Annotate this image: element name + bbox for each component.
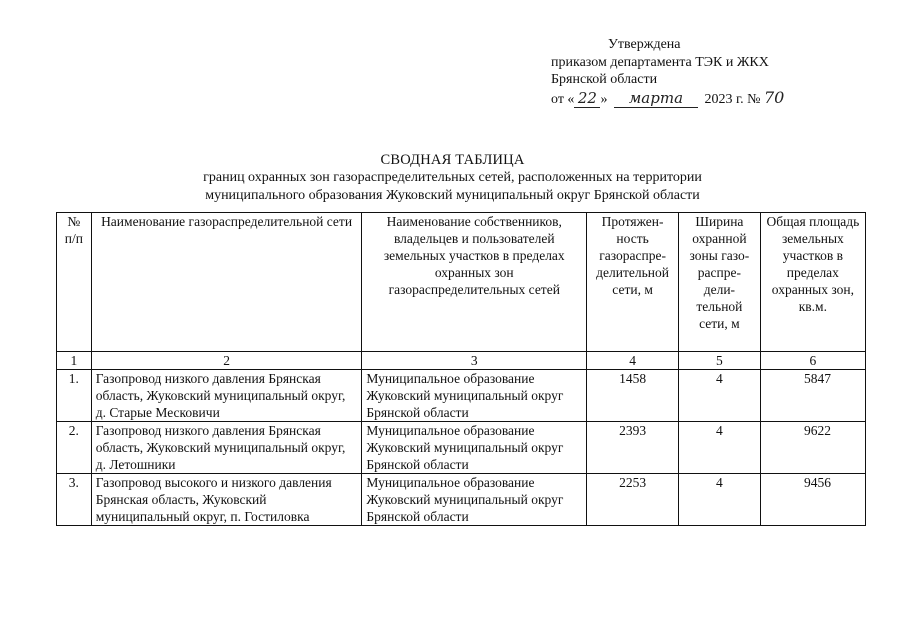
handwritten-day: 22 xyxy=(574,90,600,109)
header-network: Наименование газораспределительной сети xyxy=(91,213,362,352)
date-year: 2023 г. xyxy=(704,91,744,107)
date-prefix: от « xyxy=(551,91,575,107)
document-subtitle-2: муниципального образования Жуковский муниципальный округ Брянской области xyxy=(205,188,700,203)
approval-date-line xyxy=(551,89,784,109)
handwritten-month: марта xyxy=(614,90,698,109)
document-subtitle-1: границ охранных зон газораспределительных сетей, расположенных на территории xyxy=(203,170,702,185)
index-cell: 1 xyxy=(57,352,92,370)
zone-width: 4 xyxy=(679,370,761,422)
header-number: № п/п xyxy=(57,213,92,352)
row-number: 3. xyxy=(57,474,92,526)
row-number: 1. xyxy=(57,370,92,422)
handwritten-number: 70 xyxy=(763,87,785,107)
zone-width: 4 xyxy=(679,474,761,526)
document-title: СВОДНАЯ ТАБЛИЦА xyxy=(380,152,525,168)
owner-name: Муниципальное образование Жуковский муниципальный округ Брянской области xyxy=(362,422,587,474)
index-cell: 3 xyxy=(362,352,587,370)
owner-name: Муниципальное образование Жуковский муниципальный округ Брянской области xyxy=(362,474,587,526)
zone-area: 5847 xyxy=(760,370,865,422)
table-row xyxy=(57,370,866,422)
header-zone-width: Ширина охранной зоны газо-распре-дели-тельной сети, м xyxy=(679,213,761,352)
owner-name: Муниципальное образование Жуковский муниципальный округ Брянской области xyxy=(362,370,587,422)
zone-width: 4 xyxy=(679,422,761,474)
zone-area: 9622 xyxy=(760,422,865,474)
header-length: Протяжен-ность газораспре-делительной сети, м xyxy=(587,213,679,352)
table-row xyxy=(57,474,866,526)
network-name: Газопровод низкого давления Брянская область, Жуковский муниципальный округ, д. Летошники xyxy=(91,422,362,474)
table-index-row xyxy=(57,352,866,370)
table-row xyxy=(57,422,866,474)
date-mid: » xyxy=(600,91,608,107)
summary-table xyxy=(56,212,866,526)
table-header-row xyxy=(57,213,866,352)
network-length: 1458 xyxy=(587,370,679,422)
index-cell: 2 xyxy=(91,352,362,370)
network-length: 2253 xyxy=(587,474,679,526)
index-cell: 4 xyxy=(587,352,679,370)
zone-area: 9456 xyxy=(760,474,865,526)
network-name: Газопровод высокого и низкого давления Брянская область, Жуковский муниципальный округ, п. Гостиловка xyxy=(91,474,362,526)
approval-block xyxy=(551,36,784,108)
header-owners: Наименование собственников, владельцев и пользователей земельных участков в пределах охранных зон газораспределительных сетей xyxy=(362,213,587,352)
number-label: № xyxy=(747,91,761,107)
row-number: 2. xyxy=(57,422,92,474)
index-cell: 5 xyxy=(679,352,761,370)
approval-order: приказом департамента ТЭК и ЖКХ xyxy=(551,54,769,70)
approval-region: Брянской области xyxy=(551,72,658,87)
index-cell: 6 xyxy=(760,352,865,370)
network-name: Газопровод низкого давления Брянская область, Жуковский муниципальный округ, д. Старые Месковичи xyxy=(91,370,362,422)
approval-approved: Утверждена xyxy=(608,37,681,52)
header-area: Общая площадь земельных участков в пределах охранных зон, кв.м. xyxy=(760,213,865,352)
network-length: 2393 xyxy=(587,422,679,474)
